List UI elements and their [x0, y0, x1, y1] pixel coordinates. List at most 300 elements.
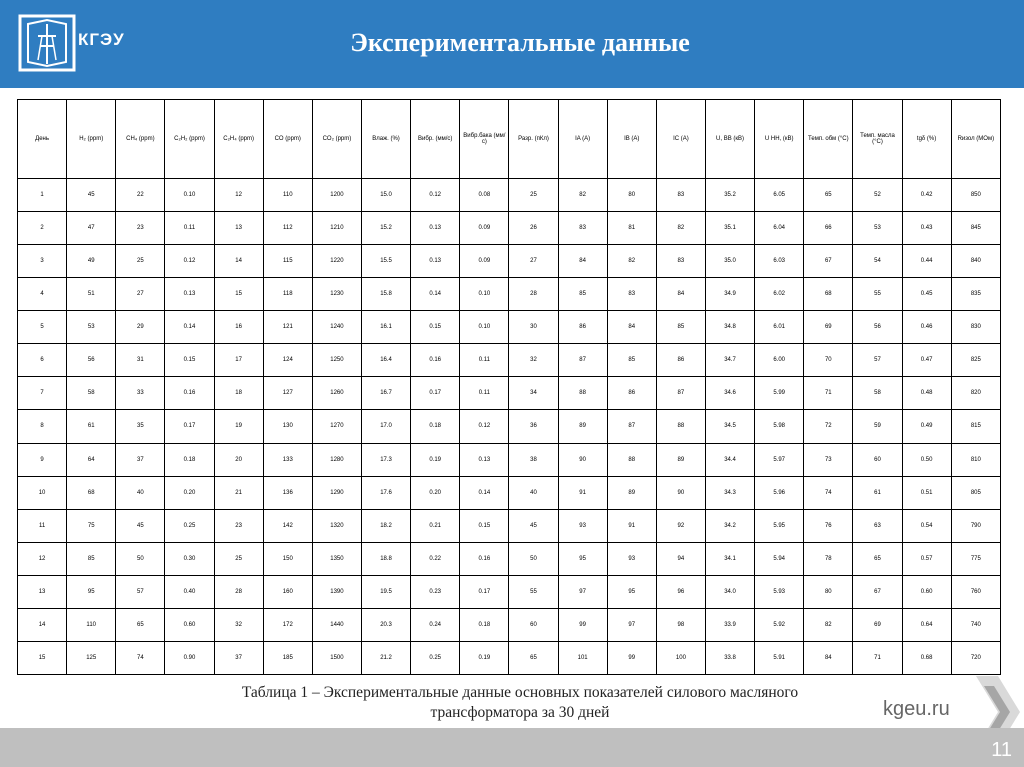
column-header: Темп. обм (°C) — [804, 100, 853, 179]
table-cell: 1270 — [312, 410, 361, 443]
table-cell: 16.7 — [361, 377, 410, 410]
footer-bar — [0, 728, 1024, 767]
table-cell: 87 — [656, 377, 705, 410]
table-cell: 92 — [656, 509, 705, 542]
table-cell: 0.11 — [460, 377, 509, 410]
table-cell: 0.16 — [165, 377, 214, 410]
logo-text: КГЭУ — [78, 30, 125, 49]
table-row — [18, 542, 1001, 575]
column-header: CH₄ (ppm) — [116, 100, 165, 179]
table-cell: 35.2 — [705, 179, 754, 212]
table-cell: 825 — [951, 344, 1000, 377]
table-row — [18, 641, 1001, 674]
table-cell: 35.0 — [705, 245, 754, 278]
table-cell: 12 — [18, 542, 67, 575]
table-cell: 65 — [116, 608, 165, 641]
table-cell: 85 — [67, 542, 116, 575]
table-cell: 82 — [558, 179, 607, 212]
table-cell: 0.22 — [411, 542, 460, 575]
table-cell: 0.20 — [411, 476, 460, 509]
table-cell: 60 — [853, 443, 902, 476]
table-cell: 28 — [509, 278, 558, 311]
table-cell: 19 — [214, 410, 263, 443]
table-cell: 0.64 — [902, 608, 951, 641]
table-cell: 0.43 — [902, 212, 951, 245]
table-cell: 0.25 — [165, 509, 214, 542]
table-cell: 5.91 — [755, 641, 804, 674]
table-cell: 0.12 — [165, 245, 214, 278]
table-cell: 5.94 — [755, 542, 804, 575]
table-cell: 61 — [67, 410, 116, 443]
table-cell: 11 — [18, 509, 67, 542]
table-cell: 0.12 — [460, 410, 509, 443]
table-cell: 45 — [509, 509, 558, 542]
table-cell: 71 — [853, 641, 902, 674]
table-cell: 0.44 — [902, 245, 951, 278]
table-cell: 58 — [853, 377, 902, 410]
table-cell: 88 — [558, 377, 607, 410]
table-cell: 0.14 — [411, 278, 460, 311]
table-cell: 53 — [67, 311, 116, 344]
table-cell: 30 — [509, 311, 558, 344]
table-cell: 75 — [67, 509, 116, 542]
table-cell: 815 — [951, 410, 1000, 443]
table-cell: 34.9 — [705, 278, 754, 311]
page-number: 11 — [991, 739, 1012, 761]
column-header: Вибр. (мм/с) — [411, 100, 460, 179]
table-cell: 64 — [67, 443, 116, 476]
table-row — [18, 344, 1001, 377]
table-row — [18, 608, 1001, 641]
table-cell: 1210 — [312, 212, 361, 245]
table-cell: 0.30 — [165, 542, 214, 575]
table-cell: 66 — [804, 212, 853, 245]
table-row — [18, 575, 1001, 608]
column-header: Влаж. (%) — [361, 100, 410, 179]
site-link[interactable]: kgeu.ru — [883, 698, 950, 720]
table-cell: 0.10 — [460, 278, 509, 311]
table-cell: 32 — [509, 344, 558, 377]
table-cell: 835 — [951, 278, 1000, 311]
table-cell: 0.20 — [165, 476, 214, 509]
column-header: День — [18, 100, 67, 179]
table-cell: 6.03 — [755, 245, 804, 278]
table-cell: 23 — [116, 212, 165, 245]
column-header: Разр. (пКл) — [509, 100, 558, 179]
table-cell: 100 — [656, 641, 705, 674]
table-cell: 5.96 — [755, 476, 804, 509]
table-cell: 70 — [804, 344, 853, 377]
table-cell: 99 — [558, 608, 607, 641]
table-cell: 65 — [853, 542, 902, 575]
table-cell: 65 — [804, 179, 853, 212]
table-cell: 142 — [263, 509, 312, 542]
table-cell: 1500 — [312, 641, 361, 674]
table-cell: 34.4 — [705, 443, 754, 476]
table-cell: 40 — [509, 476, 558, 509]
table-cell: 94 — [656, 542, 705, 575]
table-cell: 90 — [656, 476, 705, 509]
table-cell: 805 — [951, 476, 1000, 509]
table-cell: 49 — [67, 245, 116, 278]
table-cell: 80 — [607, 179, 656, 212]
column-header: Вибр.бака (мм/с) — [460, 100, 509, 179]
table-cell: 84 — [656, 278, 705, 311]
table-cell: 0.13 — [165, 278, 214, 311]
table-cell: 91 — [558, 476, 607, 509]
table-cell: 27 — [116, 278, 165, 311]
table-cell: 93 — [607, 542, 656, 575]
table-cell: 185 — [263, 641, 312, 674]
table-cell: 21.2 — [361, 641, 410, 674]
table-cell: 83 — [607, 278, 656, 311]
column-header: CO (ppm) — [263, 100, 312, 179]
table-cell: 0.60 — [902, 575, 951, 608]
table-cell: 1280 — [312, 443, 361, 476]
table-cell: 33.8 — [705, 641, 754, 674]
table-cell: 53 — [853, 212, 902, 245]
table-cell: 67 — [804, 245, 853, 278]
table-cell: 95 — [67, 575, 116, 608]
table-cell: 88 — [607, 443, 656, 476]
table-cell: 69 — [804, 311, 853, 344]
caption-line-1: Таблица 1 – Экспериментальные данные основных показателей силового масляного — [241, 684, 799, 701]
table-cell: 9 — [18, 443, 67, 476]
table-cell: 15.5 — [361, 245, 410, 278]
table-cell: 5.95 — [755, 509, 804, 542]
table-cell: 0.60 — [165, 608, 214, 641]
table-cell: 95 — [607, 575, 656, 608]
table-cell: 0.49 — [902, 410, 951, 443]
table-cell: 1350 — [312, 542, 361, 575]
table-cell: 68 — [804, 278, 853, 311]
table-cell: 0.13 — [411, 245, 460, 278]
table-cell: 60 — [509, 608, 558, 641]
table-cell: 110 — [67, 608, 116, 641]
table-cell: 0.17 — [411, 377, 460, 410]
table-cell: 16 — [214, 311, 263, 344]
table-cell: 0.09 — [460, 245, 509, 278]
table-cell: 125 — [67, 641, 116, 674]
table-cell: 127 — [263, 377, 312, 410]
table-cell: 8 — [18, 410, 67, 443]
table-cell: 25 — [509, 179, 558, 212]
table-cell: 40 — [116, 476, 165, 509]
table-cell: 1230 — [312, 278, 361, 311]
table-cell: 172 — [263, 608, 312, 641]
table-cell: 73 — [804, 443, 853, 476]
table-cell: 55 — [509, 575, 558, 608]
table-cell: 0.17 — [165, 410, 214, 443]
table-cell: 0.68 — [902, 641, 951, 674]
table-cell: 68 — [67, 476, 116, 509]
table-cell: 1290 — [312, 476, 361, 509]
table-cell: 82 — [804, 608, 853, 641]
table-cell: 1200 — [312, 179, 361, 212]
table-cell: 37 — [116, 443, 165, 476]
table-cell: 760 — [951, 575, 1000, 608]
table-cell: 3 — [18, 245, 67, 278]
table-cell: 99 — [607, 641, 656, 674]
table-cell: 0.40 — [165, 575, 214, 608]
table-cell: 98 — [656, 608, 705, 641]
table-cell: 83 — [656, 179, 705, 212]
table-cell: 4 — [18, 278, 67, 311]
table-cell: 0.14 — [165, 311, 214, 344]
table-cell: 6.02 — [755, 278, 804, 311]
table-cell: 840 — [951, 245, 1000, 278]
table-cell: 160 — [263, 575, 312, 608]
table-cell: 97 — [558, 575, 607, 608]
table-cell: 15 — [18, 641, 67, 674]
table-cell: 78 — [804, 542, 853, 575]
table-cell: 10 — [18, 476, 67, 509]
table-cell: 830 — [951, 311, 1000, 344]
table-cell: 0.19 — [460, 641, 509, 674]
table-cell: 45 — [116, 509, 165, 542]
data-table-container — [17, 99, 1001, 675]
table-header-row — [18, 100, 1001, 179]
table-cell: 27 — [509, 245, 558, 278]
table-cell: 67 — [853, 575, 902, 608]
page-title: Экспериментальные данные — [350, 28, 690, 57]
table-cell: 13 — [18, 575, 67, 608]
table-row — [18, 509, 1001, 542]
table-cell: 87 — [558, 344, 607, 377]
table-cell: 85 — [607, 344, 656, 377]
table-cell: 101 — [558, 641, 607, 674]
table-cell: 1250 — [312, 344, 361, 377]
table-cell: 7 — [18, 377, 67, 410]
table-cell: 37 — [214, 641, 263, 674]
table-cell: 22 — [116, 179, 165, 212]
table-cell: 5.99 — [755, 377, 804, 410]
table-cell: 150 — [263, 542, 312, 575]
table-cell: 65 — [509, 641, 558, 674]
table-cell: 72 — [804, 410, 853, 443]
column-header: IC (A) — [656, 100, 705, 179]
table-cell: 0.57 — [902, 542, 951, 575]
table-cell: 0.21 — [411, 509, 460, 542]
table-cell: 0.45 — [902, 278, 951, 311]
table-cell: 50 — [509, 542, 558, 575]
table-cell: 0.17 — [460, 575, 509, 608]
table-cell: 820 — [951, 377, 1000, 410]
table-cell: 23 — [214, 509, 263, 542]
table-cell: 85 — [558, 278, 607, 311]
table-cell: 16.4 — [361, 344, 410, 377]
table-cell: 15.8 — [361, 278, 410, 311]
table-cell: 29 — [116, 311, 165, 344]
table-cell: 15.2 — [361, 212, 410, 245]
table-cell: 89 — [607, 476, 656, 509]
table-cell: 85 — [656, 311, 705, 344]
table-cell: 6.04 — [755, 212, 804, 245]
column-header: tgδ (%) — [902, 100, 951, 179]
table-cell: 12 — [214, 179, 263, 212]
table-caption — [190, 683, 850, 723]
table-cell: 87 — [607, 410, 656, 443]
column-header: IB (A) — [607, 100, 656, 179]
table-cell: 21 — [214, 476, 263, 509]
table-cell: 74 — [116, 641, 165, 674]
table-cell: 0.50 — [902, 443, 951, 476]
table-cell: 0.16 — [411, 344, 460, 377]
table-cell: 136 — [263, 476, 312, 509]
table-cell: 0.10 — [165, 179, 214, 212]
table-cell: 5.93 — [755, 575, 804, 608]
table-cell: 63 — [853, 509, 902, 542]
table-cell: 86 — [607, 377, 656, 410]
caption-line-2: трансформатора за 30 дней — [430, 704, 610, 721]
table-cell: 15 — [214, 278, 263, 311]
table-cell: 6.01 — [755, 311, 804, 344]
table-cell: 0.48 — [902, 377, 951, 410]
table-cell: 56 — [853, 311, 902, 344]
table-cell: 0.13 — [411, 212, 460, 245]
table-row — [18, 476, 1001, 509]
table-cell: 84 — [804, 641, 853, 674]
column-header: C₂H₄ (ppm) — [214, 100, 263, 179]
table-cell: 28 — [214, 575, 263, 608]
table-cell: 0.90 — [165, 641, 214, 674]
table-cell: 6.00 — [755, 344, 804, 377]
table-cell: 13 — [214, 212, 263, 245]
header-bar — [0, 0, 1024, 88]
table-cell: 0.51 — [902, 476, 951, 509]
data-table — [17, 99, 1001, 675]
table-cell: 0.15 — [165, 344, 214, 377]
table-cell: 720 — [951, 641, 1000, 674]
table-row — [18, 245, 1001, 278]
table-cell: 34.3 — [705, 476, 754, 509]
table-cell: 5.98 — [755, 410, 804, 443]
table-cell: 17.6 — [361, 476, 410, 509]
table-cell: 45 — [67, 179, 116, 212]
table-cell: 1260 — [312, 377, 361, 410]
table-cell: 81 — [607, 212, 656, 245]
table-cell: 14 — [214, 245, 263, 278]
table-cell: 810 — [951, 443, 1000, 476]
table-cell: 86 — [558, 311, 607, 344]
table-cell: 86 — [656, 344, 705, 377]
table-cell: 58 — [67, 377, 116, 410]
table-cell: 20 — [214, 443, 263, 476]
table-cell: 34 — [509, 377, 558, 410]
table-cell: 34.7 — [705, 344, 754, 377]
table-cell: 20.3 — [361, 608, 410, 641]
table-cell: 19.5 — [361, 575, 410, 608]
table-cell: 845 — [951, 212, 1000, 245]
table-cell: 89 — [656, 443, 705, 476]
table-cell: 5.97 — [755, 443, 804, 476]
table-cell: 130 — [263, 410, 312, 443]
table-cell: 89 — [558, 410, 607, 443]
table-cell: 25 — [214, 542, 263, 575]
table-cell: 76 — [804, 509, 853, 542]
table-cell: 54 — [853, 245, 902, 278]
column-header: C₂H₂ (ppm) — [165, 100, 214, 179]
table-cell: 95 — [558, 542, 607, 575]
table-cell: 51 — [67, 278, 116, 311]
table-cell: 91 — [607, 509, 656, 542]
table-cell: 34.1 — [705, 542, 754, 575]
table-row — [18, 278, 1001, 311]
column-header: U HH, (кВ) — [755, 100, 804, 179]
table-cell: 57 — [116, 575, 165, 608]
table-cell: 0.42 — [902, 179, 951, 212]
table-cell: 34.5 — [705, 410, 754, 443]
table-cell: 16.1 — [361, 311, 410, 344]
table-cell: 26 — [509, 212, 558, 245]
table-cell: 1320 — [312, 509, 361, 542]
table-cell: 52 — [853, 179, 902, 212]
table-cell: 740 — [951, 608, 1000, 641]
table-cell: 5 — [18, 311, 67, 344]
table-cell: 32 — [214, 608, 263, 641]
table-cell: 121 — [263, 311, 312, 344]
table-cell: 14 — [18, 608, 67, 641]
table-cell: 18 — [214, 377, 263, 410]
table-cell: 35 — [116, 410, 165, 443]
table-cell: 115 — [263, 245, 312, 278]
table-cell: 18.2 — [361, 509, 410, 542]
table-cell: 790 — [951, 509, 1000, 542]
table-cell: 0.16 — [460, 542, 509, 575]
table-cell: 0.15 — [460, 509, 509, 542]
table-cell: 0.25 — [411, 641, 460, 674]
table-row — [18, 410, 1001, 443]
table-cell: 34.0 — [705, 575, 754, 608]
table-cell: 56 — [67, 344, 116, 377]
table-row — [18, 443, 1001, 476]
table-cell: 0.54 — [902, 509, 951, 542]
table-cell: 0.18 — [411, 410, 460, 443]
table-cell: 61 — [853, 476, 902, 509]
table-cell: 0.09 — [460, 212, 509, 245]
table-cell: 6 — [18, 344, 67, 377]
table-cell: 124 — [263, 344, 312, 377]
table-cell: 71 — [804, 377, 853, 410]
table-cell: 82 — [656, 212, 705, 245]
table-cell: 55 — [853, 278, 902, 311]
table-cell: 0.11 — [460, 344, 509, 377]
table-cell: 0.46 — [902, 311, 951, 344]
table-cell: 82 — [607, 245, 656, 278]
table-cell: 5.92 — [755, 608, 804, 641]
table-cell: 88 — [656, 410, 705, 443]
table-cell: 47 — [67, 212, 116, 245]
table-cell: 97 — [607, 608, 656, 641]
table-cell: 0.08 — [460, 179, 509, 212]
table-cell: 74 — [804, 476, 853, 509]
table-cell: 36 — [509, 410, 558, 443]
table-cell: 33.9 — [705, 608, 754, 641]
table-cell: 17.0 — [361, 410, 410, 443]
table-cell: 0.12 — [411, 179, 460, 212]
table-cell: 0.10 — [460, 311, 509, 344]
table-cell: 0.47 — [902, 344, 951, 377]
table-cell: 84 — [607, 311, 656, 344]
column-header: H₂ (ppm) — [67, 100, 116, 179]
table-cell: 34.6 — [705, 377, 754, 410]
table-row — [18, 179, 1001, 212]
table-cell: 1440 — [312, 608, 361, 641]
table-cell: 96 — [656, 575, 705, 608]
table-row — [18, 212, 1001, 245]
table-cell: 93 — [558, 509, 607, 542]
table-cell: 34.2 — [705, 509, 754, 542]
